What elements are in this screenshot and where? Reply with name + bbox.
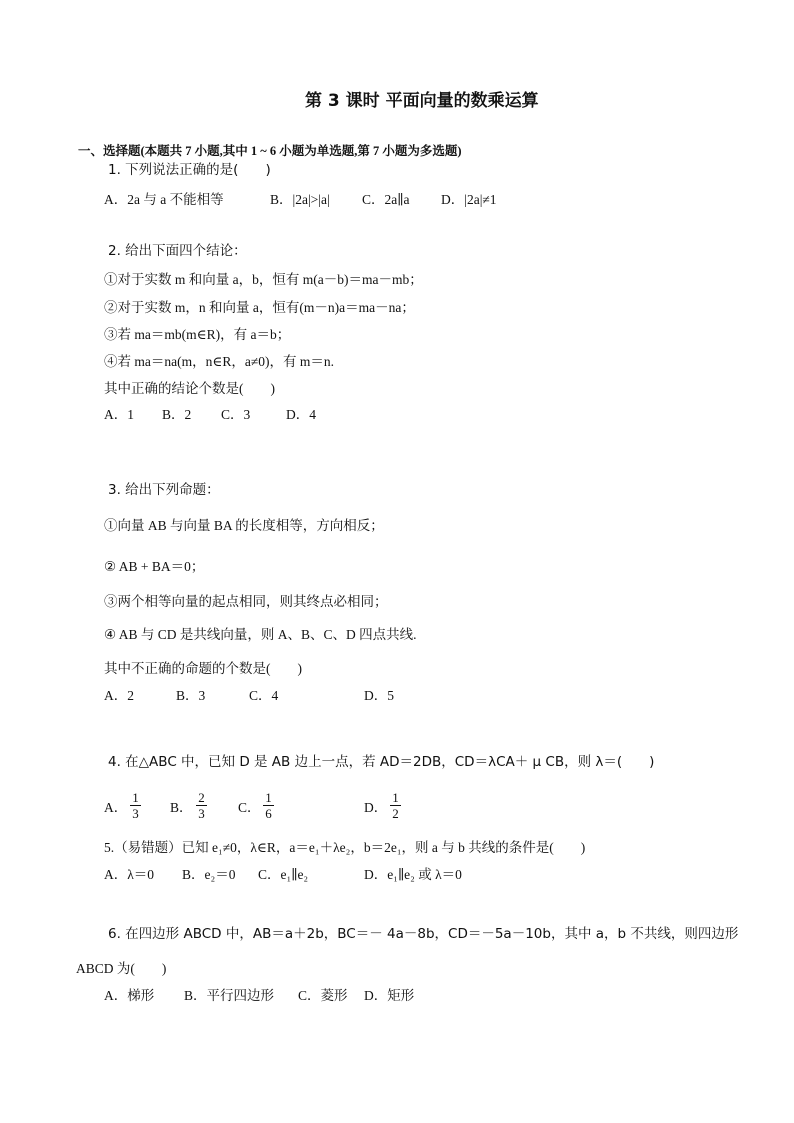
fraction-denominator: 6: [265, 806, 272, 821]
q4-stem: 4. 在△ABC 中，已知 D 是 AB 边上一点，若 AD＝2DB，CD＝λCA＋ μ CB，则 λ＝( ): [108, 754, 655, 770]
q6-stem-continued: ABCD 为( ): [76, 961, 167, 976]
q3-item-3: ③两个相等向量的起点相同，则其终点必相同；: [104, 594, 388, 609]
q2-option-a: A．1: [104, 407, 134, 422]
q4-option-b-fraction: [196, 790, 207, 821]
q5-option-b: B．e₂＝0: [182, 867, 236, 882]
q4-option-d-letter: D．: [364, 800, 388, 815]
q4-option-c-fraction: [263, 790, 274, 821]
q4-option-a-letter: A．: [104, 800, 128, 815]
q6-option-d: D．矩形: [364, 988, 415, 1003]
fraction-numerator: 1: [265, 790, 272, 805]
q3-item-2: ② AB + BA＝0；: [104, 559, 205, 574]
q5-stem: 5.（易错题）已知 e₁≠0，λ∈R，a＝e₁＋λe₂，b＝2e₁，则 a 与 b 共线的条件是( ): [104, 840, 586, 855]
q3-option-a: A．2: [104, 688, 134, 703]
q3-option-d: D．5: [364, 688, 394, 703]
q2-ask: 其中正确的结论个数是( ): [104, 381, 275, 396]
q2-option-d: D．4: [286, 407, 316, 422]
fraction-denominator: 2: [392, 806, 399, 821]
q5-option-d: D．e₁∥e₂ 或 λ＝0: [364, 867, 462, 882]
q4-option-d-fraction: [390, 790, 401, 821]
q2-option-c: C．3: [221, 407, 251, 422]
q6-option-c: C．菱形: [298, 988, 348, 1003]
fraction-denominator: 3: [198, 806, 205, 821]
q3-option-b: B．3: [176, 688, 206, 703]
q3-item-1: ①向量 AB 与向量 BA 的长度相等，方向相反；: [104, 518, 384, 533]
q5-option-a: A．λ＝0: [104, 867, 155, 882]
q2-item-3: ③若 ma＝mb(m∈R)，有 a＝b；: [104, 327, 291, 342]
q6-option-b: B．平行四边形: [184, 988, 275, 1003]
q1-option-b: B．|2a|>|a|: [270, 192, 330, 207]
q1-option-c: C．2a∥a: [362, 192, 410, 207]
q2-item-4: ④若 ma＝na(m，n∈R，a≠0)，有 m＝n.: [104, 354, 335, 369]
q2-stem: 2. 给出下面四个结论：: [108, 243, 247, 259]
fraction-numerator: 1: [132, 790, 139, 805]
q6-option-a: A．梯形: [104, 988, 155, 1003]
fraction-numerator: 1: [392, 790, 399, 805]
q3-stem: 3. 给出下列命题：: [108, 482, 220, 498]
q3-option-c: C．4: [249, 688, 279, 703]
q5-option-c: C．e₁∥e₂: [258, 867, 309, 882]
q1-option-a: A．2a 与 a 不能相等: [104, 192, 224, 207]
section-heading: 一、选择题(本题共 7 小题,其中 1 ~ 6 小题为单选题,第 7 小题为多选题): [78, 144, 462, 158]
q4-option-c-letter: C．: [238, 800, 261, 815]
fraction-numerator: 2: [198, 790, 205, 805]
q2-item-1: ①对于实数 m 和向量 a，b，恒有 m(a－b)＝ma－mb；: [104, 272, 423, 287]
q3-ask: 其中不正确的命题的个数是( ): [104, 661, 302, 676]
q4-option-b-letter: B．: [170, 800, 193, 815]
q1-stem: 1. 下列说法正确的是( ): [108, 162, 271, 178]
q3-item-4: ④ AB 与 CD 是共线向量，则 A、B、C、D 四点共线.: [104, 627, 417, 642]
q6-stem: 6. 在四边形 ABCD 中，AB＝a＋2b，BC＝－ 4a－8b，CD＝－5a－10b，其中 a，b 不共线，则四边形: [108, 926, 739, 942]
q2-item-2: ②对于实数 m，n 和向量 a，恒有(m－n)a＝ma－na；: [104, 300, 415, 315]
fraction-denominator: 3: [132, 806, 139, 821]
page-title: 第 3 课时 平面向量的数乘运算: [305, 91, 539, 111]
q1-option-d: D．|2a|≠1: [441, 192, 497, 207]
q4-option-a-fraction: [130, 790, 141, 821]
q2-option-b: B．2: [162, 407, 192, 422]
